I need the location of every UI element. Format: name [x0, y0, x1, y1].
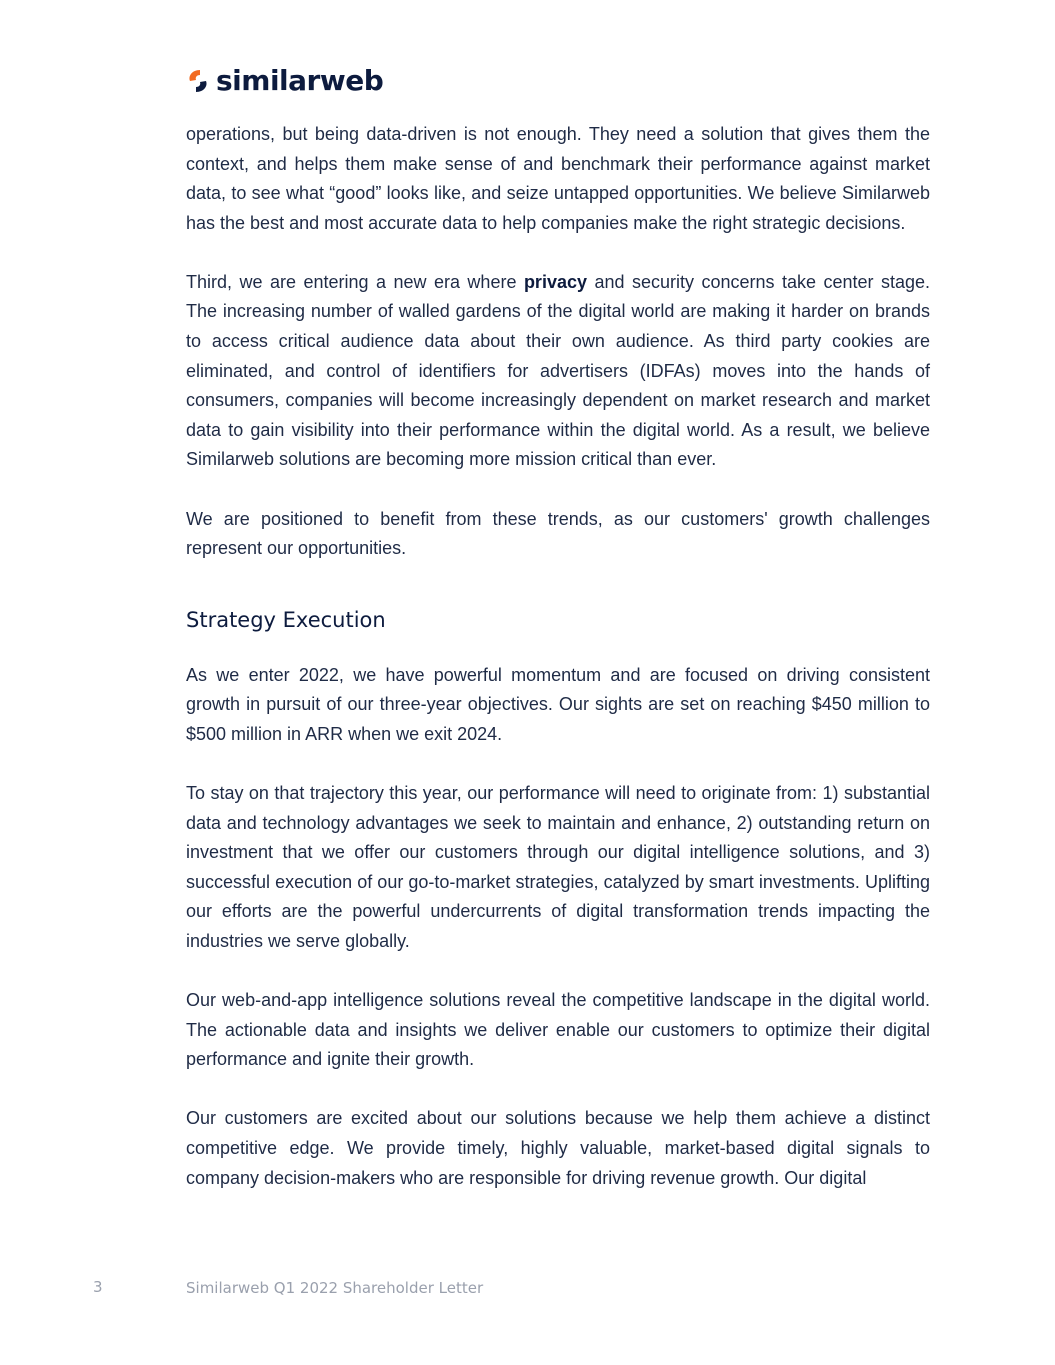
paragraph-trajectory: To stay on that trajectory this year, our performance will need to originate from: 1) substantial data and technology advantages we seek to maintain and enhance, 2) outstanding return on investment that we offer our customers through our digital intelligence solutions, and 3) successful execution of our go-to-market strategies, catalyzed by smart investments. Uplifting our efforts are the powerful undercurrents of digital transformation trends impacting the industries we serve globally.	[186, 783, 930, 951]
document-title: Similarweb Q1 2022 Shareholder Letter	[186, 1279, 484, 1297]
paragraph-2022-momentum: As we enter 2022, we have powerful momentum and are focused on driving consistent growth in pursuit of our three-year objectives. Our sights are set on reaching $450 million to $500 million in ARR when we exit 2024.	[186, 664, 930, 744]
paragraph-privacy	[186, 268, 930, 475]
similarweb-logo-icon	[186, 68, 210, 94]
paragraph-positioned: We are positioned to benefit from these trends, as our customers' growth challenges represent our opportunities.	[186, 508, 930, 559]
brand-logo	[186, 64, 383, 98]
paragraph-data-driven: operations, but being data-driven is not enough. They need a solution that gives them the context, and helps them make sense of and benchmark their performance against market data, to see what “good” looks like, and seize untapped opportunities. We believe Similarweb has the best and most accurate data to help companies make the right strategic decisions.	[186, 124, 930, 233]
section-heading-strategy-execution: Strategy Execution	[186, 607, 386, 632]
privacy-bold-term: privacy	[523, 271, 587, 292]
paragraph-competitive-edge: Our customers are excited about our solutions because we help them achieve a distinct competitive edge. We provide timely, highly valuable, market-based digital signals to company decision-makers who are responsible for driving revenue growth. Our digital	[186, 1108, 930, 1188]
page-number: 3	[93, 1278, 103, 1296]
privacy-body-text: and security concerns take center stage. The increasing number of walled gardens of the digital world are making it harder on brands to access critical audience data about their own audience. As third party cookies are eliminated, and control of identifiers for advertisers (IDFAs) moves into the hands of consumers, companies will become increasingly dependent on market research and market data to gain visibility into their performance within the digital world. As a result, we believe Similarweb solutions are becoming more mission critical than ever.	[186, 271, 930, 470]
brand-name: similarweb	[216, 64, 384, 97]
privacy-lead-text: Third, we are entering a new era where	[186, 271, 524, 292]
paragraph-intelligence-solutions: Our web-and-app intelligence solutions reveal the competitive landscape in the digital world. The actionable data and insights we deliver enable our customers to optimize their digital performance and ignite their growth.	[186, 990, 930, 1070]
letter-body	[186, 120, 930, 1223]
